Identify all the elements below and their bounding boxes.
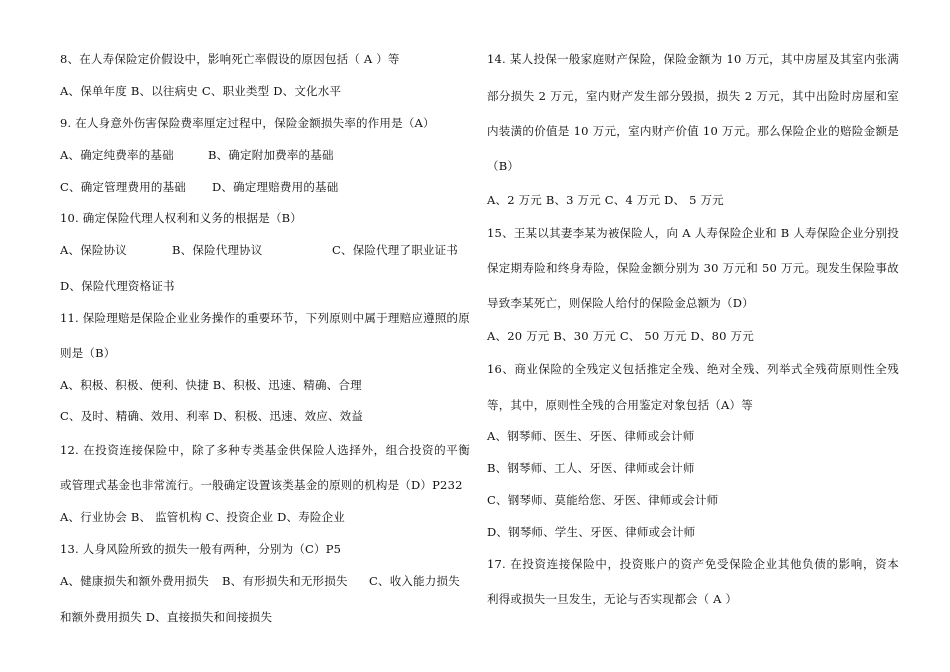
q14-stem-line-3: 内装潢的价值是 10 万元，室内财产价值 10 万元。那么保险企业的赔险金额是	[487, 124, 899, 138]
q8-stem: 8、在人寿保险定价假设中，影响死亡率假设的原因包括（ A ）等	[60, 52, 400, 66]
q16-stem-line-1: 16、商业保险的全残定义包括推定全残、绝对全残、列举式全残荷原则性全残	[487, 362, 899, 376]
q10-stem: 10. 确定保险代理人权利和义务的根据是（B）	[60, 211, 302, 225]
q14-stem-line-2: 部分损失 2 万元，室内财产发生部分毁损，损失 2 万元，其中出险时房屋和室	[487, 89, 899, 103]
q16-option-c: C、钢琴师、莫能给您、牙医、律师或会计师	[487, 493, 719, 507]
q13-options-row-2: 和额外费用损失 D、直接损失和间接损失	[60, 610, 273, 624]
q10-option-d: D、保险代理资格证书	[60, 279, 175, 293]
q11-options-line-2: C、及时、精确、效用、利率 D、积极、迅速、效应、效益	[60, 409, 364, 423]
q12-options: A、行业协会 B、 监管机构 C、投资企业 D、寿险企业	[60, 510, 345, 524]
q15-stem-line-2: 保定期寿险和终身寿险，保险金额分别为 30 万元和 50 万元。现发生保险事故	[487, 261, 899, 275]
q14-stem-line-1: 14. 某人投保一般家庭财产保险，保险金额为 10 万元，其中房屋及其室内张满	[487, 52, 899, 66]
q13-option-b: B、有形损失和无形损失	[222, 574, 348, 588]
q13-stem: 13. 人身风险所致的损失一般有两种，分别为（C）P5	[60, 542, 342, 556]
q17-stem-line-1: 17. 在投资连接保险中，投资账户的资产免受保险企业其他负债的影响，资本	[487, 557, 899, 571]
q14-stem-line-4: （B）	[487, 159, 520, 173]
q15-stem-line-1: 15、王某以其妻李某为被保险人，向 A 人寿保险企业和 B 人寿保险企业分别投	[487, 226, 899, 240]
q9-stem: 9. 在人身意外伤害保险费率厘定过程中，保险金额损失率的作用是（A）	[60, 116, 435, 130]
q13-option-a: A、健康损失和额外费用损失	[60, 574, 209, 588]
q10-option-c: C、保险代理了职业证书	[332, 243, 458, 257]
q12-stem-line-2: 或管理式基金也非常流行。一般确定设置该类基金的原则的机构是（D）P232	[60, 478, 463, 492]
q16-option-a: A、钢琴师、医生、牙医、律师或会计师	[487, 429, 695, 443]
q9-option-a: A、确定纯费率的基础	[60, 148, 174, 162]
q15-options: A、20 万元 B、30 万元 C、 50 万元 D、80 万元	[487, 329, 754, 343]
q16-option-d: D、钢琴师、学生、牙医、律师或会计师	[487, 525, 696, 539]
q15-stem-line-3: 导致李某死亡，则保险人给付的保险金总额为（D）	[487, 296, 754, 310]
q12-stem-line-1: 12. 在投资连接保险中，除了多种专类基金供保险人选择外，组合投资的平衡	[60, 443, 470, 457]
q13-option-c: C、收入能力损失	[369, 574, 460, 588]
q8-options: A、保单年度 B、以往病史 C、职业类型 D、文化水平	[60, 84, 342, 98]
q14-options: A、2 万元 B、3 万元 C、4 万元 D、 5 万元	[487, 193, 724, 207]
q10-option-a: A、保险协议	[60, 243, 128, 257]
q16-option-b: B、钢琴师、工人、牙医、律师或会计师	[487, 461, 695, 475]
q9-option-d: D、确定理赔费用的基础	[212, 180, 339, 194]
q10-option-b: B、保险代理协议	[172, 243, 263, 257]
q16-stem-line-2: 等，其中，原则性全残的合用鉴定对象包括（A）等	[487, 398, 753, 412]
q9-option-b: B、确定附加费率的基础	[208, 148, 334, 162]
q9-option-c: C、确定管理费用的基础	[60, 180, 186, 194]
q11-stem-line-1: 11. 保险理赔是保险企业业务操作的重要环节，下列原则中属于理赔应遵照的原	[60, 311, 470, 325]
q11-stem-line-2: 则是（B）	[60, 346, 116, 360]
q11-options-line-1: A、积极、积极、便利、快捷 B、积极、迅速、精确、合理	[60, 378, 362, 392]
q17-stem-line-2: 利得或损失一旦发生，无论与否实现都会（ A ）	[487, 592, 738, 606]
